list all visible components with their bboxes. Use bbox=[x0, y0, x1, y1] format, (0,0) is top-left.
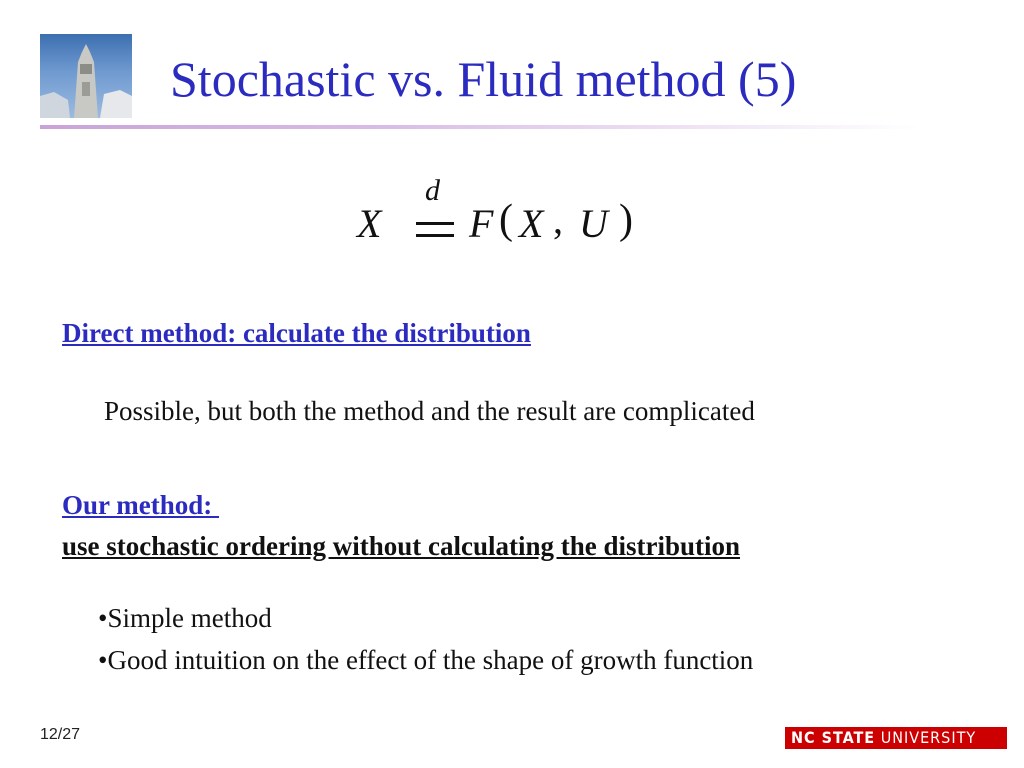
formula-close-paren: ) bbox=[619, 197, 633, 243]
equals-line-top bbox=[416, 222, 454, 225]
formula-open-paren: ( bbox=[499, 197, 513, 243]
section1-heading: Direct method: calculate the distribution bbox=[62, 318, 531, 348]
title-divider bbox=[40, 125, 920, 129]
formula-comma: , bbox=[553, 197, 563, 242]
nc-state-logo-regular: UNIVERSITY bbox=[875, 728, 977, 747]
formula-arg2: U bbox=[579, 201, 608, 246]
bullet-item: •Good intuition on the effect of the shape of growth function bbox=[98, 645, 754, 675]
slide-title: Stochastic vs. Fluid method (5) bbox=[170, 51, 797, 107]
formula-operator-superscript: d bbox=[425, 174, 440, 207]
nc-state-logo bbox=[785, 727, 1007, 749]
formula bbox=[357, 174, 657, 262]
section2-heading-line2: use stochastic ordering without calculating the distribution bbox=[62, 531, 741, 561]
equals-line-bottom bbox=[416, 234, 454, 237]
section1-body: Possible, but both the method and the result are complicated bbox=[104, 396, 755, 426]
page-number: 12/27 bbox=[40, 726, 81, 743]
section2-heading-line1: Our method: bbox=[62, 490, 220, 520]
formula-function: F bbox=[469, 201, 494, 246]
formula-lhs: X bbox=[357, 201, 382, 246]
formula-arg1: X bbox=[519, 201, 544, 246]
bullet-item: •Simple method bbox=[98, 603, 272, 633]
bell-tower-logo bbox=[40, 34, 132, 118]
nc-state-logo-bold: NC STATE bbox=[791, 728, 876, 747]
